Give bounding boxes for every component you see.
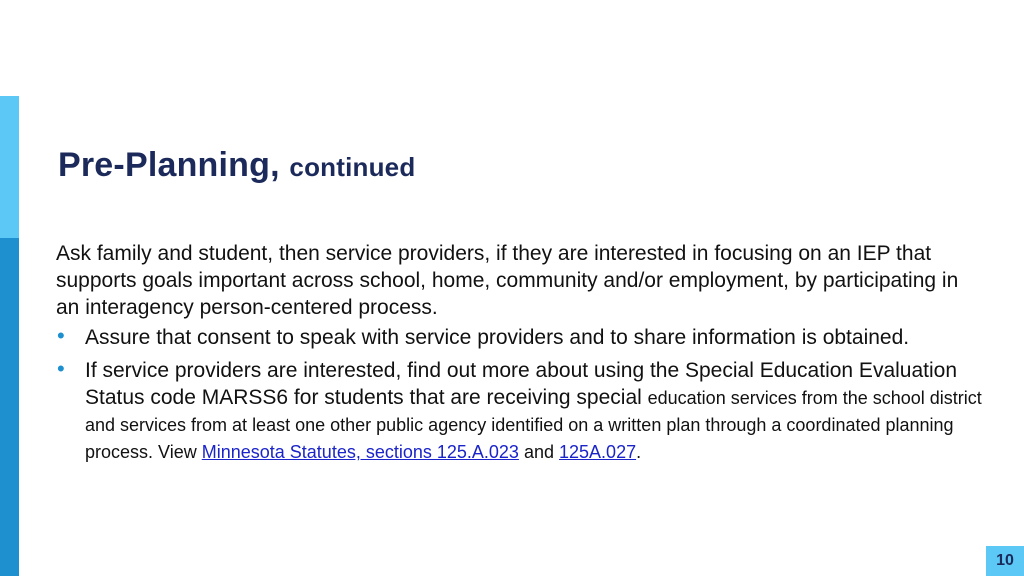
bullet-icon: • (57, 323, 65, 348)
slide-body (56, 240, 986, 471)
bullet-text-small: education services from the school district and services from at least one other public agency identified on a written plan through a coordinated planning process. View (85, 388, 982, 462)
bullet-item-consent (56, 324, 986, 351)
slide-title (58, 146, 415, 185)
and-text: and (523, 442, 554, 462)
accent-bar-dark (0, 238, 19, 576)
statutes-link-125a023[interactable]: Minnesota Statutes, sections 125.A.023 (201, 442, 519, 462)
bullet-text-consent: Assure that consent to speak with service providers and to share information is obtained. (85, 326, 910, 349)
bullet-item-marss6 (56, 357, 986, 465)
title-main: Pre-Planning, (58, 146, 280, 184)
bullet-icon: • (57, 356, 65, 381)
bullet-list (56, 324, 986, 465)
title-suffix: continued (289, 152, 416, 182)
intro-paragraph: Ask family and student, then service providers, if they are interested in focusing on an IEP that supports goals important across school, home, community and/or employment, by participating in an interagency person-centered process. (56, 242, 959, 319)
bullet-text-marss6: If service providers are interested, find out more about using the Special Education Evaluation Status code MARSS6 for students that are receiving special (85, 359, 958, 409)
page-number: 10 (986, 546, 1024, 576)
accent-bar-light (0, 96, 19, 238)
period-text: . (636, 442, 642, 462)
statutes-link-125a027[interactable]: 125A.027 (559, 442, 637, 462)
